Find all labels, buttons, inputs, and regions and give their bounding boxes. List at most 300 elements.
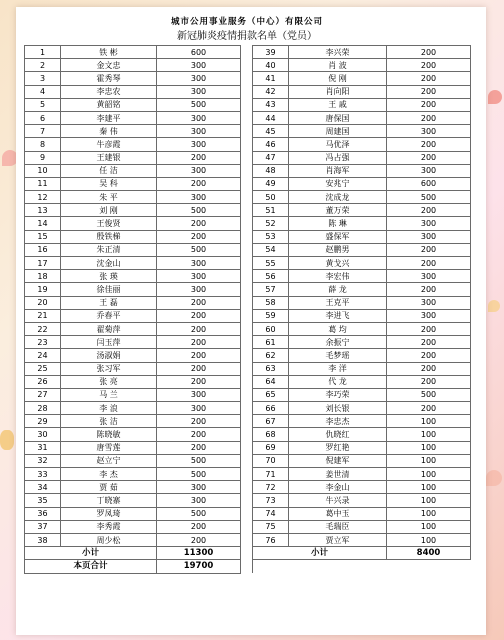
donor-name: 仇晓红 — [289, 428, 387, 441]
donation-amount: 100 — [387, 454, 471, 467]
column-gap — [241, 111, 253, 124]
column-gap — [241, 151, 253, 164]
row-number: 2 — [25, 59, 61, 72]
donor-name: 乔春平 — [61, 309, 157, 322]
row-number: 70 — [253, 454, 289, 467]
donation-amount: 300 — [387, 164, 471, 177]
donor-name: 金文忠 — [61, 59, 157, 72]
row-number: 71 — [253, 468, 289, 481]
row-number: 3 — [25, 72, 61, 85]
donation-amount: 300 — [157, 481, 241, 494]
column-gap — [241, 322, 253, 335]
donation-amount: 300 — [157, 257, 241, 270]
donor-name: 李兴荣 — [289, 46, 387, 59]
petal-decoration — [486, 470, 502, 486]
petal-decoration — [488, 300, 500, 312]
donor-name: 黄戈兴 — [289, 257, 387, 270]
row-number: 43 — [253, 98, 289, 111]
row-number: 64 — [253, 375, 289, 388]
row-number: 52 — [253, 217, 289, 230]
row-number: 72 — [253, 481, 289, 494]
donation-amount: 300 — [157, 111, 241, 124]
row-number: 14 — [25, 217, 61, 230]
donor-name: 朱正清 — [61, 243, 157, 256]
donor-name: 张 瑛 — [61, 270, 157, 283]
donor-name: 牛彦霞 — [61, 138, 157, 151]
donation-amount: 200 — [387, 243, 471, 256]
column-gap — [241, 243, 253, 256]
donation-amount: 200 — [387, 336, 471, 349]
table-row — [25, 191, 471, 204]
donor-name: 刘长银 — [289, 402, 387, 415]
row-number: 49 — [253, 177, 289, 190]
donor-name: 肖海军 — [289, 164, 387, 177]
table-row — [25, 468, 471, 481]
table-row — [25, 507, 471, 520]
donor-name: 唐保国 — [289, 111, 387, 124]
left-subtotal-value: 11300 — [157, 547, 241, 560]
donation-amount: 200 — [157, 533, 241, 546]
donor-name: 陈晓敏 — [61, 428, 157, 441]
donor-name: 李忠农 — [61, 85, 157, 98]
donor-name: 王 戚 — [289, 98, 387, 111]
table-row — [25, 164, 471, 177]
donor-name: 罗凤琦 — [61, 507, 157, 520]
table-row — [25, 428, 471, 441]
row-number: 32 — [25, 454, 61, 467]
table-row — [25, 309, 471, 322]
donation-amount: 200 — [157, 520, 241, 533]
donor-name: 倪建军 — [289, 454, 387, 467]
donor-name: 丁晓寨 — [61, 494, 157, 507]
row-number: 59 — [253, 309, 289, 322]
donor-name: 安兆宁 — [289, 177, 387, 190]
donor-name: 王 磊 — [61, 296, 157, 309]
row-number: 26 — [25, 375, 61, 388]
donation-amount: 500 — [157, 507, 241, 520]
donation-amount: 500 — [157, 98, 241, 111]
petal-decoration — [0, 430, 14, 450]
page-total-row — [25, 560, 471, 573]
list-subtitle: 新冠肺炎疫情捐款名单（党员） — [177, 31, 317, 42]
donor-name: 殷铁梯 — [61, 230, 157, 243]
column-gap — [241, 217, 253, 230]
donation-amount: 300 — [157, 494, 241, 507]
donation-sheet — [24, 16, 470, 574]
row-number: 66 — [253, 402, 289, 415]
row-number: 7 — [25, 125, 61, 138]
page-total-label: 本页合计 — [25, 560, 157, 573]
donor-name: 贾立军 — [289, 533, 387, 546]
column-gap — [241, 336, 253, 349]
donor-name: 赵立宁 — [61, 454, 157, 467]
row-number: 44 — [253, 111, 289, 124]
row-number: 67 — [253, 415, 289, 428]
row-number: 48 — [253, 164, 289, 177]
row-number: 76 — [253, 533, 289, 546]
donor-name: 沈成龙 — [289, 191, 387, 204]
right-subtotal-label: 小计 — [253, 547, 387, 560]
donation-table — [24, 45, 471, 574]
donation-rows — [25, 46, 471, 547]
column-gap — [241, 402, 253, 415]
table-row — [25, 296, 471, 309]
donation-amount: 500 — [157, 468, 241, 481]
column-gap — [241, 204, 253, 217]
row-number: 18 — [25, 270, 61, 283]
table-row — [25, 322, 471, 335]
donation-amount: 200 — [387, 322, 471, 335]
row-number: 57 — [253, 283, 289, 296]
row-number: 20 — [25, 296, 61, 309]
donation-amount: 100 — [387, 533, 471, 546]
donor-name: 李金山 — [289, 481, 387, 494]
row-number: 9 — [25, 151, 61, 164]
donor-name: 吴 科 — [61, 177, 157, 190]
column-gap — [241, 375, 253, 388]
row-number: 12 — [25, 191, 61, 204]
donor-name: 倪 刚 — [289, 72, 387, 85]
donation-amount: 100 — [387, 415, 471, 428]
donation-amount: 200 — [387, 283, 471, 296]
donation-amount: 300 — [157, 191, 241, 204]
donation-amount: 300 — [157, 125, 241, 138]
donation-amount: 300 — [387, 296, 471, 309]
row-number: 6 — [25, 111, 61, 124]
table-row — [25, 402, 471, 415]
column-gap — [241, 98, 253, 111]
row-number: 22 — [25, 322, 61, 335]
donor-name: 代 龙 — [289, 375, 387, 388]
donor-name: 毛瑞臣 — [289, 520, 387, 533]
row-number: 33 — [25, 468, 61, 481]
row-number: 60 — [253, 322, 289, 335]
row-number: 31 — [25, 441, 61, 454]
donation-amount: 100 — [387, 481, 471, 494]
table-row — [25, 59, 471, 72]
row-number: 35 — [25, 494, 61, 507]
donor-name: 赵鹏男 — [289, 243, 387, 256]
column-gap — [241, 481, 253, 494]
table-row — [25, 98, 471, 111]
row-number: 11 — [25, 177, 61, 190]
table-row — [25, 336, 471, 349]
donor-name: 秦 伟 — [61, 125, 157, 138]
donor-name: 肖向阳 — [289, 85, 387, 98]
donation-amount: 200 — [387, 98, 471, 111]
table-row — [25, 177, 471, 190]
page-total-value: 19700 — [157, 560, 241, 573]
donor-name: 李建平 — [61, 111, 157, 124]
donation-amount: 600 — [387, 177, 471, 190]
donor-name: 李进飞 — [289, 309, 387, 322]
donation-amount: 200 — [387, 349, 471, 362]
column-gap — [241, 270, 253, 283]
donation-amount: 200 — [157, 151, 241, 164]
table-row — [25, 494, 471, 507]
row-number: 45 — [253, 125, 289, 138]
row-number: 74 — [253, 507, 289, 520]
table-row — [25, 533, 471, 546]
donor-name: 李忠杰 — [289, 415, 387, 428]
subtotal-row — [25, 547, 471, 560]
column-gap — [241, 257, 253, 270]
row-number: 8 — [25, 138, 61, 151]
donor-name: 张 洁 — [61, 415, 157, 428]
table-row — [25, 520, 471, 533]
table-row — [25, 270, 471, 283]
donor-name: 李 杰 — [61, 468, 157, 481]
donor-name: 沈金山 — [61, 257, 157, 270]
donor-name: 葛 均 — [289, 322, 387, 335]
row-number: 46 — [253, 138, 289, 151]
donor-name: 盛保军 — [289, 230, 387, 243]
row-number: 23 — [25, 336, 61, 349]
donation-amount: 200 — [387, 72, 471, 85]
row-number: 27 — [25, 388, 61, 401]
donation-amount: 100 — [387, 507, 471, 520]
donation-amount: 300 — [387, 217, 471, 230]
donation-amount: 300 — [157, 283, 241, 296]
donation-amount: 200 — [387, 85, 471, 98]
column-gap — [241, 494, 253, 507]
row-number: 47 — [253, 151, 289, 164]
column-gap — [241, 533, 253, 546]
row-number: 61 — [253, 336, 289, 349]
column-gap — [241, 441, 253, 454]
row-number: 65 — [253, 388, 289, 401]
table-row — [25, 243, 471, 256]
donation-amount: 100 — [387, 494, 471, 507]
donation-amount: 200 — [157, 322, 241, 335]
donation-amount: 300 — [387, 125, 471, 138]
row-number: 29 — [25, 415, 61, 428]
row-number: 4 — [25, 85, 61, 98]
donor-name: 余振宁 — [289, 336, 387, 349]
donor-name: 李巧荣 — [289, 388, 387, 401]
row-number: 17 — [25, 257, 61, 270]
donation-amount: 200 — [387, 375, 471, 388]
row-number: 50 — [253, 191, 289, 204]
row-number: 34 — [25, 481, 61, 494]
row-number: 10 — [25, 164, 61, 177]
row-number: 39 — [253, 46, 289, 59]
donation-amount: 600 — [157, 46, 241, 59]
row-number: 62 — [253, 349, 289, 362]
column-gap — [241, 283, 253, 296]
donor-name: 张习军 — [61, 362, 157, 375]
row-number: 28 — [25, 402, 61, 415]
donor-name: 姜世清 — [289, 468, 387, 481]
donor-name: 李 洋 — [289, 362, 387, 375]
row-number: 53 — [253, 230, 289, 243]
donor-name: 唐雪莲 — [61, 441, 157, 454]
donation-amount: 300 — [157, 59, 241, 72]
row-number: 58 — [253, 296, 289, 309]
donation-amount: 200 — [157, 177, 241, 190]
donation-amount: 200 — [157, 375, 241, 388]
donor-name: 葛中玉 — [289, 507, 387, 520]
donation-amount: 200 — [157, 441, 241, 454]
donor-name: 冯占强 — [289, 151, 387, 164]
column-gap — [241, 468, 253, 481]
donation-amount: 200 — [157, 362, 241, 375]
donor-name: 霍秀琴 — [61, 72, 157, 85]
column-gap — [241, 138, 253, 151]
table-row — [25, 454, 471, 467]
donor-name: 汤淑娟 — [61, 349, 157, 362]
row-number: 51 — [253, 204, 289, 217]
row-number: 56 — [253, 270, 289, 283]
table-row — [25, 283, 471, 296]
row-number: 21 — [25, 309, 61, 322]
donation-amount: 300 — [157, 388, 241, 401]
table-row — [25, 85, 471, 98]
table-row — [25, 151, 471, 164]
row-number: 38 — [25, 533, 61, 546]
donation-amount: 500 — [157, 243, 241, 256]
donor-name: 毛梦瑶 — [289, 349, 387, 362]
column-gap — [241, 547, 253, 560]
column-gap — [241, 428, 253, 441]
column-gap — [241, 59, 253, 72]
table-row — [25, 217, 471, 230]
donation-amount: 300 — [387, 270, 471, 283]
donation-amount: 300 — [387, 309, 471, 322]
donation-amount: 100 — [387, 441, 471, 454]
column-gap — [241, 454, 253, 467]
column-gap — [241, 85, 253, 98]
donor-name: 王克平 — [289, 296, 387, 309]
donor-name: 李 浪 — [61, 402, 157, 415]
column-gap — [241, 560, 253, 573]
column-gap — [241, 507, 253, 520]
donor-name: 周少松 — [61, 533, 157, 546]
table-row — [25, 441, 471, 454]
table-row — [25, 72, 471, 85]
donor-name: 张 亮 — [61, 375, 157, 388]
donor-name: 罗红艳 — [289, 441, 387, 454]
donation-amount: 200 — [157, 296, 241, 309]
row-number: 24 — [25, 349, 61, 362]
donation-amount: 300 — [157, 138, 241, 151]
row-number: 63 — [253, 362, 289, 375]
donation-amount: 200 — [387, 362, 471, 375]
table-row — [25, 362, 471, 375]
row-number: 73 — [253, 494, 289, 507]
donor-name: 王俊贤 — [61, 217, 157, 230]
row-number: 13 — [25, 204, 61, 217]
donation-amount: 300 — [387, 230, 471, 243]
donor-name: 周建国 — [289, 125, 387, 138]
column-gap — [241, 230, 253, 243]
petal-decoration — [488, 90, 502, 104]
column-gap — [241, 46, 253, 59]
row-number: 68 — [253, 428, 289, 441]
donor-name: 李宏伟 — [289, 270, 387, 283]
row-number: 40 — [253, 59, 289, 72]
donation-amount: 100 — [387, 520, 471, 533]
donor-name: 李秀霞 — [61, 520, 157, 533]
donation-amount: 200 — [157, 230, 241, 243]
row-number: 15 — [25, 230, 61, 243]
column-gap — [241, 296, 253, 309]
donor-name: 刘 刚 — [61, 204, 157, 217]
column-gap — [241, 164, 253, 177]
donor-name: 朱 平 — [61, 191, 157, 204]
left-subtotal-label: 小计 — [25, 547, 157, 560]
row-number: 54 — [253, 243, 289, 256]
donation-amount: 200 — [387, 46, 471, 59]
table-row — [25, 46, 471, 59]
donor-name: 闫玉萍 — [61, 336, 157, 349]
row-number: 75 — [253, 520, 289, 533]
donor-name: 铁 彬 — [61, 46, 157, 59]
donation-amount: 300 — [157, 164, 241, 177]
donation-amount: 200 — [387, 138, 471, 151]
donor-name: 牛兴录 — [289, 494, 387, 507]
donation-amount: 300 — [157, 270, 241, 283]
column-gap — [241, 349, 253, 362]
donation-amount: 200 — [157, 336, 241, 349]
donation-amount: 100 — [387, 428, 471, 441]
table-row — [25, 204, 471, 217]
column-gap — [241, 520, 253, 533]
donation-amount: 200 — [387, 59, 471, 72]
donor-name: 薛 龙 — [289, 283, 387, 296]
donation-amount: 500 — [157, 204, 241, 217]
donation-amount: 500 — [387, 388, 471, 401]
donor-name: 徐佳丽 — [61, 283, 157, 296]
donation-amount: 300 — [157, 85, 241, 98]
row-number: 37 — [25, 520, 61, 533]
table-row — [25, 257, 471, 270]
right-subtotal-value: 8400 — [387, 547, 471, 560]
donation-amount: 500 — [387, 191, 471, 204]
donation-amount: 300 — [157, 402, 241, 415]
donor-name: 任 洁 — [61, 164, 157, 177]
donation-amount: 100 — [387, 468, 471, 481]
column-gap — [241, 415, 253, 428]
row-number: 42 — [253, 85, 289, 98]
donation-amount: 200 — [387, 257, 471, 270]
table-row — [25, 138, 471, 151]
donor-name: 肖 波 — [289, 59, 387, 72]
row-number: 19 — [25, 283, 61, 296]
donor-name: 马 兰 — [61, 388, 157, 401]
donation-amount: 300 — [157, 72, 241, 85]
company-title: 城市公用事业服务（中心）有限公司 — [170, 17, 323, 27]
row-number: 16 — [25, 243, 61, 256]
donation-amount: 200 — [387, 111, 471, 124]
row-number: 36 — [25, 507, 61, 520]
row-number: 55 — [253, 257, 289, 270]
column-gap — [241, 177, 253, 190]
row-number: 30 — [25, 428, 61, 441]
table-row — [25, 375, 471, 388]
donor-name: 王建银 — [61, 151, 157, 164]
table-row — [25, 111, 471, 124]
table-row — [25, 415, 471, 428]
donor-name: 马优泽 — [289, 138, 387, 151]
donation-amount: 500 — [157, 454, 241, 467]
column-gap — [241, 191, 253, 204]
column-gap — [241, 72, 253, 85]
donation-amount: 200 — [157, 349, 241, 362]
donation-amount: 200 — [387, 151, 471, 164]
table-row — [25, 481, 471, 494]
donor-name: 黄韶铭 — [61, 98, 157, 111]
